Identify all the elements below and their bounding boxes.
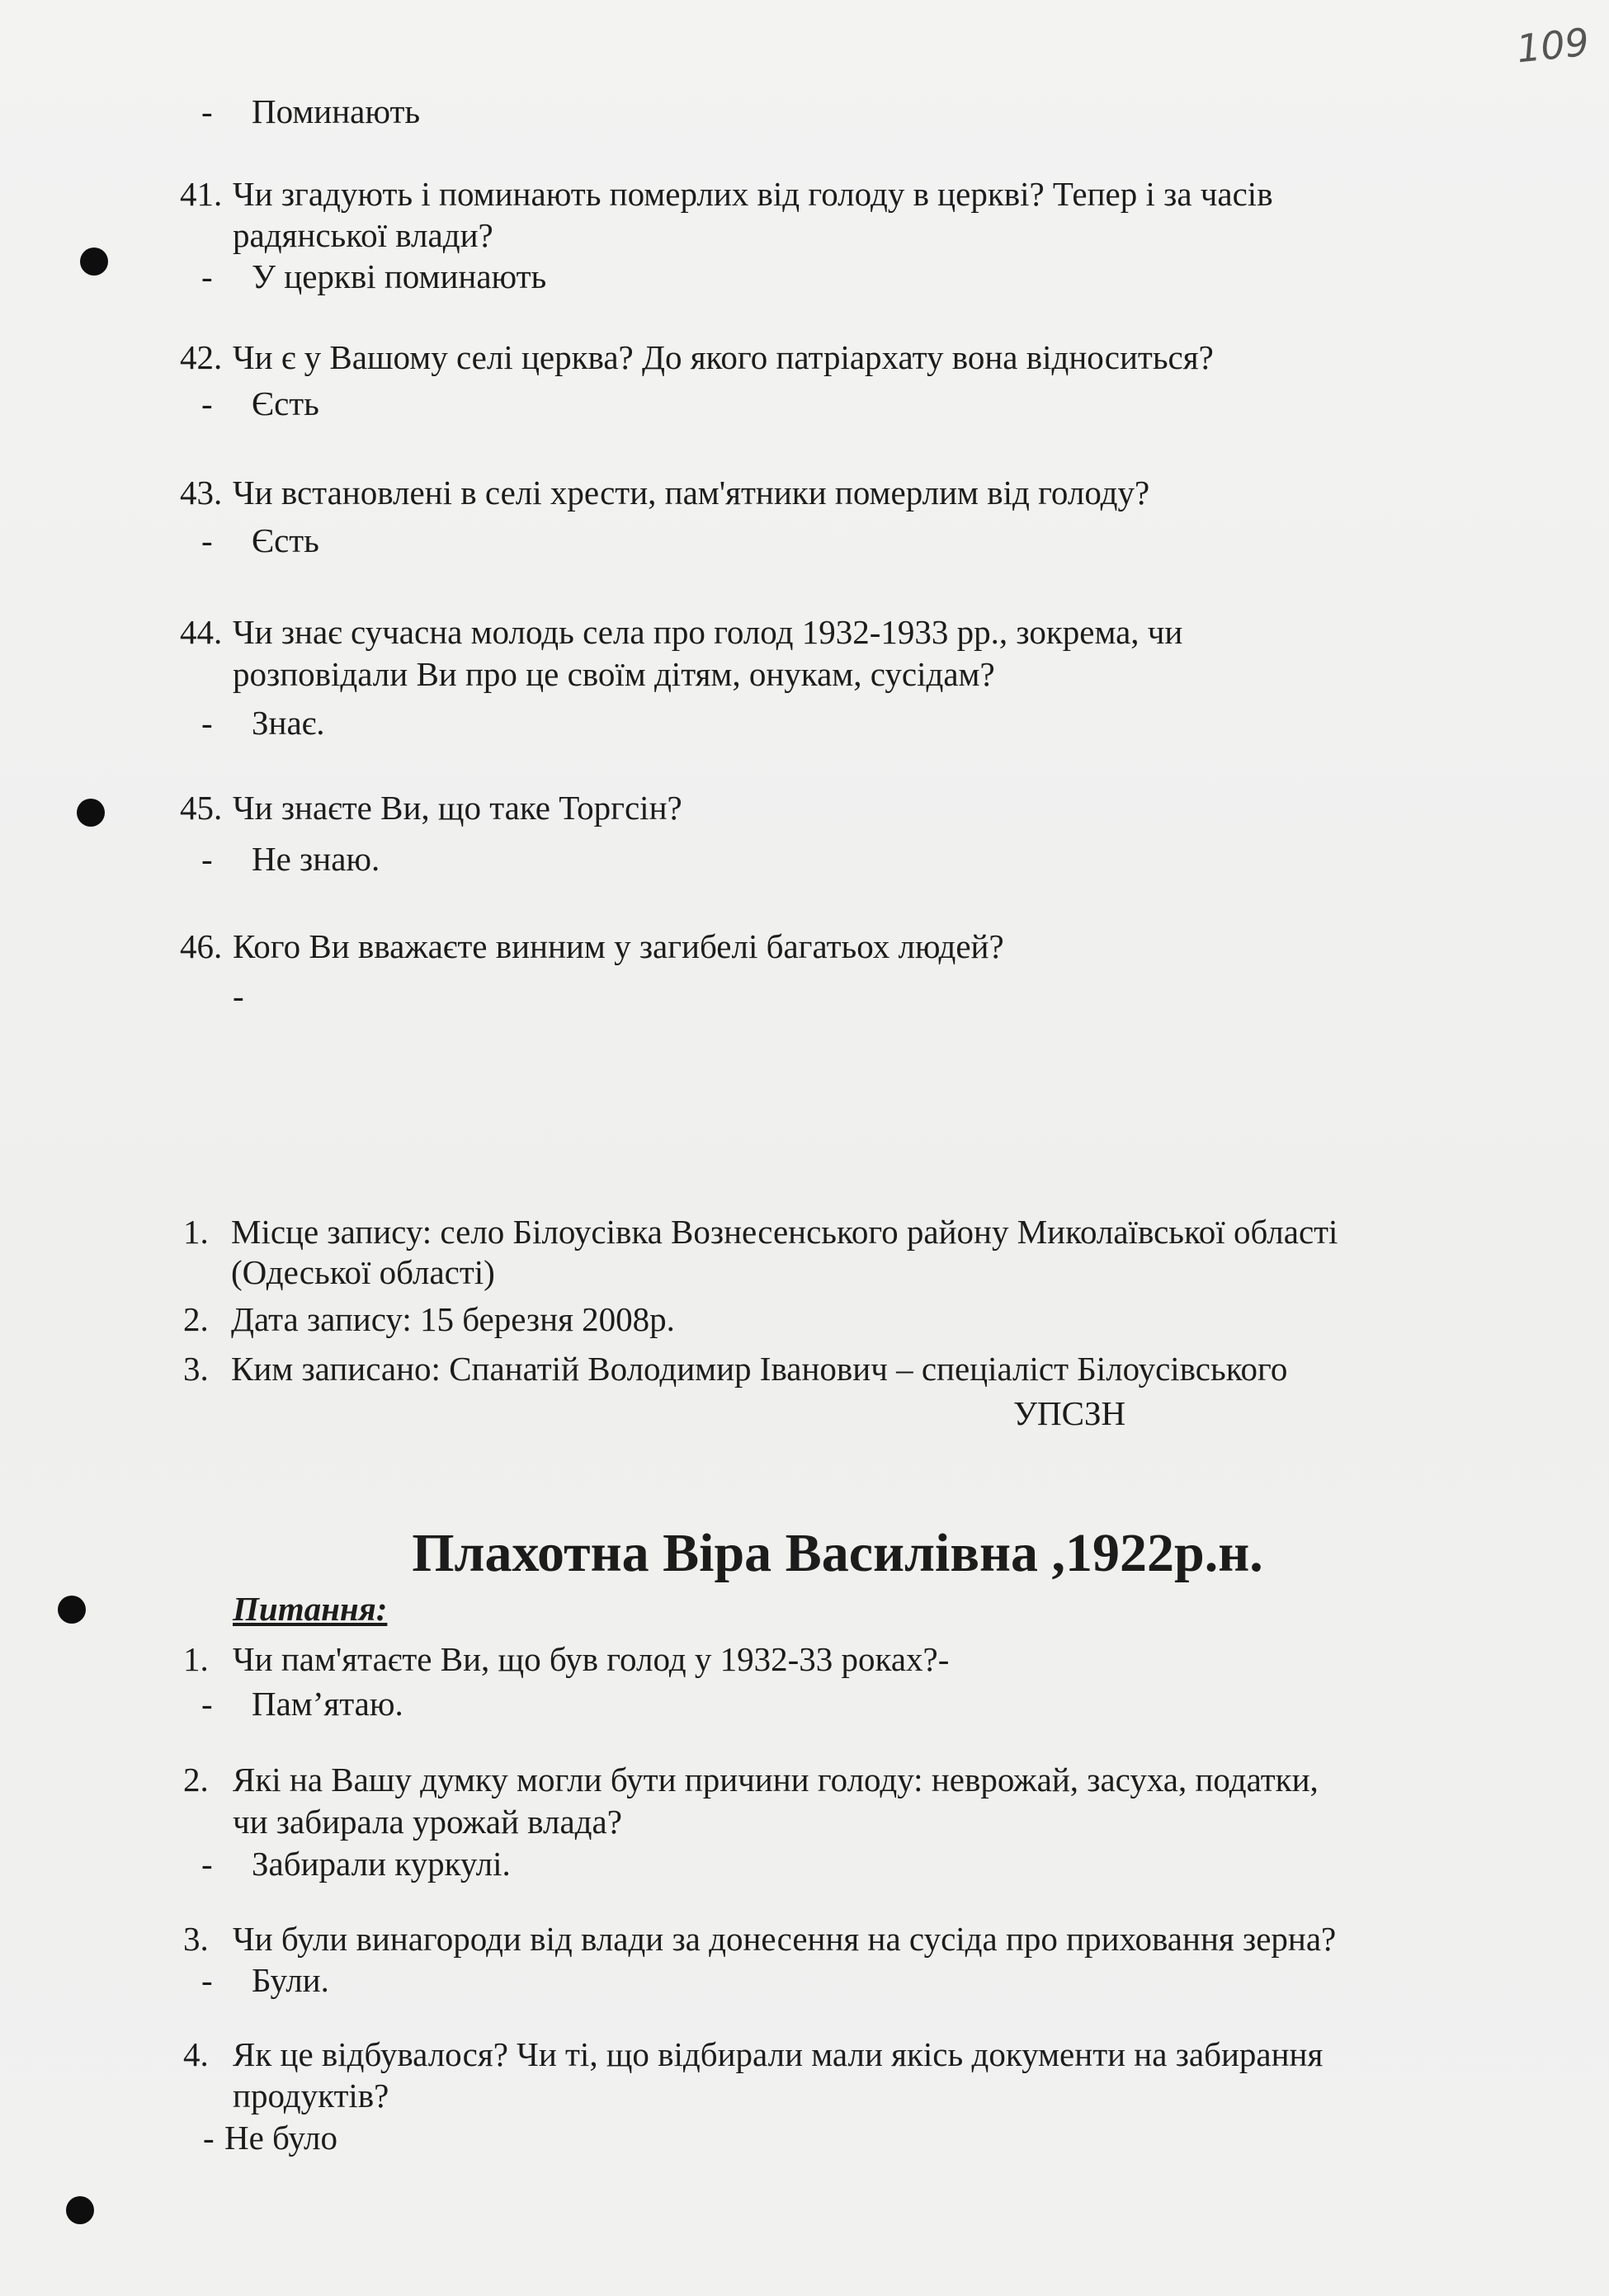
question-text-line: радянської влади? [233,216,493,254]
question-text-line: Кого Ви вважаєте винним у загибелі багатьох людей? [233,927,1004,965]
answer-dash: - [233,977,244,1015]
question-text-line: розповідали Ви про це своїм дітям, онукам, сусідам? [233,655,995,693]
answer-dash: - [203,2119,215,2157]
answer-text: Знає. [252,704,325,742]
answer-dash: - [201,521,213,559]
intro-answer: Поминають [252,92,421,130]
punch-hole [77,799,105,827]
question-text-line: Чи пам'ятаєте Ви, що був голод у 1932-33 роках?- [233,1640,950,1678]
answer-text: Пам’ятаю. [252,1685,403,1723]
question-number: 43. [180,474,223,512]
question-text-line: Чи знає сучасна молодь села про голод 1932-1933 рр., зокрема, чи [233,613,1183,651]
answer-dash: - [201,840,213,878]
record-author-line: УПСЗН [1013,1394,1126,1432]
answer-dash: - [201,1685,213,1723]
record-number: 1. [183,1213,209,1251]
answer-text: Не знаю. [252,840,380,878]
answer-dash: - [201,1845,213,1883]
question-text-line: Чи згадують і поминають померлих від голоду в церкві? Тепер і за часів [233,175,1273,213]
punch-hole [58,1596,86,1624]
question-text-line: Чи встановлені в селі хрести, пам'ятники померлим від голоду? [233,474,1150,512]
question-number: 42. [180,338,223,376]
question-text-line: Як це відбувалося? Чи ті, що відбирали мали якісь документи на забирання [233,2035,1324,2073]
question-number: 4. [183,2035,209,2073]
question-text-line: продуктів? [233,2077,389,2114]
questions-heading: Питання: [233,1590,388,1628]
record-place-line: (Одеської області) [231,1253,495,1291]
handwritten-page-number: 109 [1514,19,1592,72]
question-text-line: чи забирала урожай влада? [233,1803,622,1841]
question-number: 45. [180,789,223,827]
record-place-line: Місце запису: село Білоусівка Вознесенського району Миколаївської області [231,1213,1338,1251]
question-number: 41. [180,175,223,213]
question-number: 2. [183,1761,209,1799]
record-author-line: Ким записано: Спанатій Володимир Іванович – спеціаліст Білоусівського [231,1350,1288,1388]
person-title: Плахотна Віра Василівна ,1922р.н. [412,1523,1263,1583]
answer-text: Єсть [252,384,319,422]
record-date: Дата запису: 15 березня 2008р. [231,1300,675,1338]
answer-text: У церкві поминають [252,257,547,295]
punch-hole [80,248,108,276]
question-text-line: Чи є у Вашому селі церква? До якого патріархату вона відноситься? [233,338,1214,376]
question-number: 1. [183,1640,209,1678]
punch-hole [66,2196,94,2224]
answer-dash: - [201,1961,213,1999]
record-number: 2. [183,1300,209,1338]
answer-dash: - [201,257,213,295]
question-number: 3. [183,1920,209,1958]
record-number: 3. [183,1350,209,1388]
question-number: 44. [180,613,223,651]
question-number: 46. [180,927,223,965]
answer-dash: - [201,92,213,130]
answer-dash: - [201,384,213,422]
answer-text: Не було [224,2119,338,2157]
answer-dash: - [201,704,213,742]
question-text-line: Які на Вашу думку могли бути причини голоду: неврожай, засуха, податки, [233,1761,1319,1799]
question-text-line: Чи знаєте Ви, що таке Торгсін? [233,789,682,827]
answer-text: Забирали куркулі. [252,1845,511,1883]
answer-text: Єсть [252,521,319,559]
answer-text: Були. [252,1961,329,1999]
question-text-line: Чи були винагороди від влади за донесення на сусіда про приховання зерна? [233,1920,1337,1958]
